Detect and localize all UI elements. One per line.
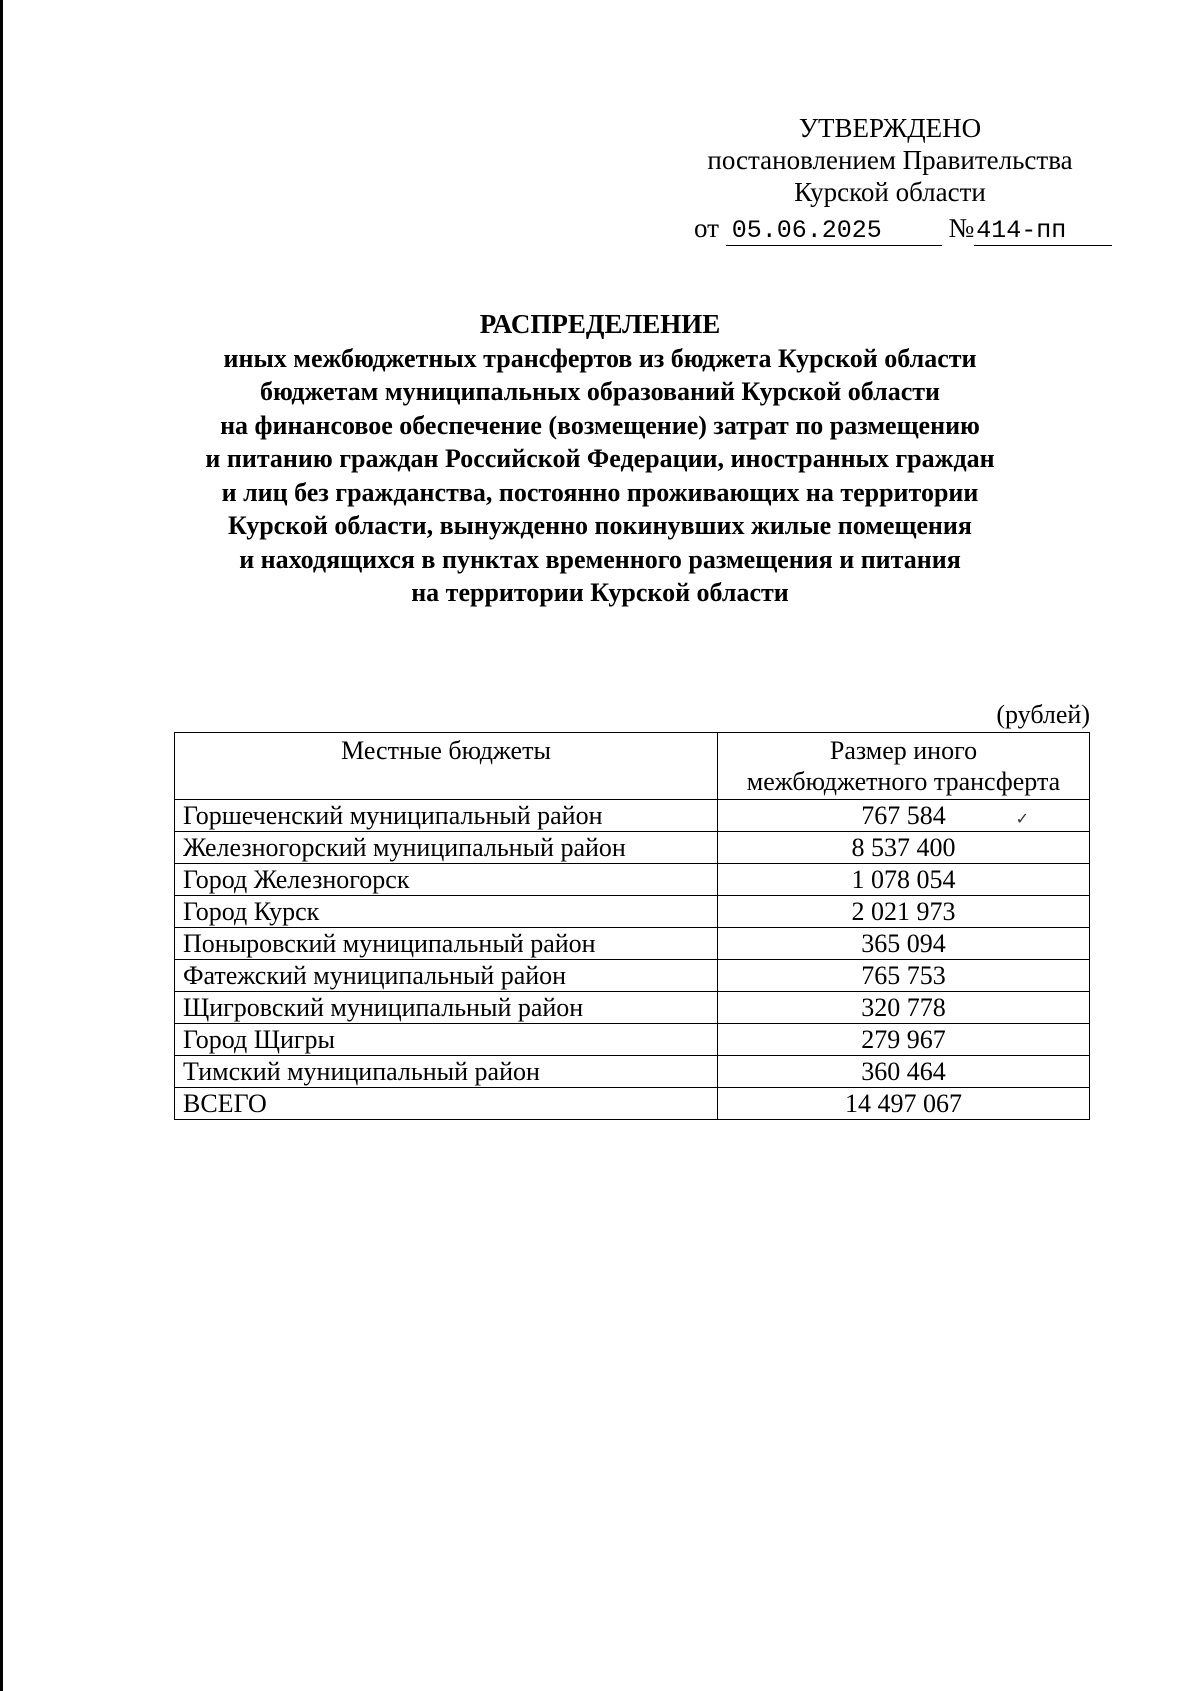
row-name: Щигровский муниципальный район — [175, 992, 718, 1024]
table-row — [175, 928, 1090, 960]
table-total-row — [175, 1088, 1090, 1120]
row-name: Фатежский муниципальный район — [175, 960, 718, 992]
row-name: Город Щигры — [175, 1024, 718, 1056]
title-line: на территории Курской области — [411, 578, 789, 607]
title-line: Курской области, вынужденно покинувших жилые помещения — [228, 511, 972, 540]
title-line: иных межбюджетных трансфертов из бюджета Курской области — [223, 343, 977, 373]
document-title — [150, 308, 1050, 610]
header-transfer-line1: Размер иного — [829, 736, 978, 765]
row-name: Город Курск — [175, 896, 718, 928]
table-row — [175, 800, 1090, 832]
region-label: Курской области — [794, 177, 986, 207]
title-heading: РАСПРЕДЕЛЕНИЕ — [479, 309, 721, 339]
row-name: Поныровский муниципальный район — [175, 928, 718, 960]
title-line: и лиц без гражданства, постоянно проживающих на территории — [221, 477, 979, 507]
total-value: 14 497 067 — [718, 1088, 1090, 1120]
decree-label: постановлением Правительства — [707, 145, 1073, 175]
table-row — [175, 832, 1090, 864]
table-row — [175, 960, 1090, 992]
row-value: 2 021 973 — [718, 896, 1090, 928]
table-row — [175, 896, 1090, 928]
decree-date: 05.06.2025 — [726, 217, 942, 246]
row-value: 765 753 — [718, 960, 1090, 992]
budget-table — [174, 732, 1090, 1120]
title-line: и питанию граждан Российской Федерации, иностранных граждан — [205, 444, 995, 473]
number-prefix: № — [948, 213, 975, 243]
decree-reference — [694, 212, 1112, 246]
row-name: Железногорский муниципальный район — [175, 832, 718, 864]
approved-label: УТВЕРЖДЕНО — [798, 113, 982, 143]
total-label: ВСЕГО — [175, 1088, 718, 1120]
row-value: 1 078 054 — [718, 864, 1090, 896]
row-name: Горшеченский муниципальный район — [175, 800, 718, 832]
table-row — [175, 1056, 1090, 1088]
approval-stamp — [690, 112, 1090, 208]
handwritten-tick-mark: ✓ — [1015, 811, 1029, 828]
table-row — [175, 864, 1090, 896]
scan-border — [0, 0, 3, 1691]
row-name: Город Железногорск — [175, 864, 718, 896]
row-value: 360 464 — [718, 1056, 1090, 1088]
from-prefix: от — [694, 213, 719, 243]
header-transfer-amount — [718, 733, 1090, 800]
row-value: 320 778 — [718, 992, 1090, 1024]
row-value: 767 584 ✓ — [718, 800, 1090, 832]
table-row — [175, 1024, 1090, 1056]
title-line: на финансовое обеспечение (возмещение) затрат по размещению — [220, 410, 980, 440]
row-value: 365 094 — [718, 928, 1090, 960]
header-local-budgets: Местные бюджеты — [175, 733, 718, 800]
table-header-row — [175, 733, 1090, 800]
row-name: Тимский муниципальный район — [175, 1056, 718, 1088]
title-line: бюджетам муниципальных образований Курской области — [260, 377, 940, 406]
table-row — [175, 992, 1090, 1024]
decree-number: 414-пп — [974, 217, 1112, 246]
title-line: и находящихся в пунктах временного размещения и питания — [239, 544, 961, 574]
unit-label: (рублей) — [996, 700, 1090, 729]
row-value: 8 537 400 — [718, 832, 1090, 864]
header-transfer-line2: межбюджетного трансферта — [746, 767, 1061, 796]
row-value: 279 967 — [718, 1024, 1090, 1056]
